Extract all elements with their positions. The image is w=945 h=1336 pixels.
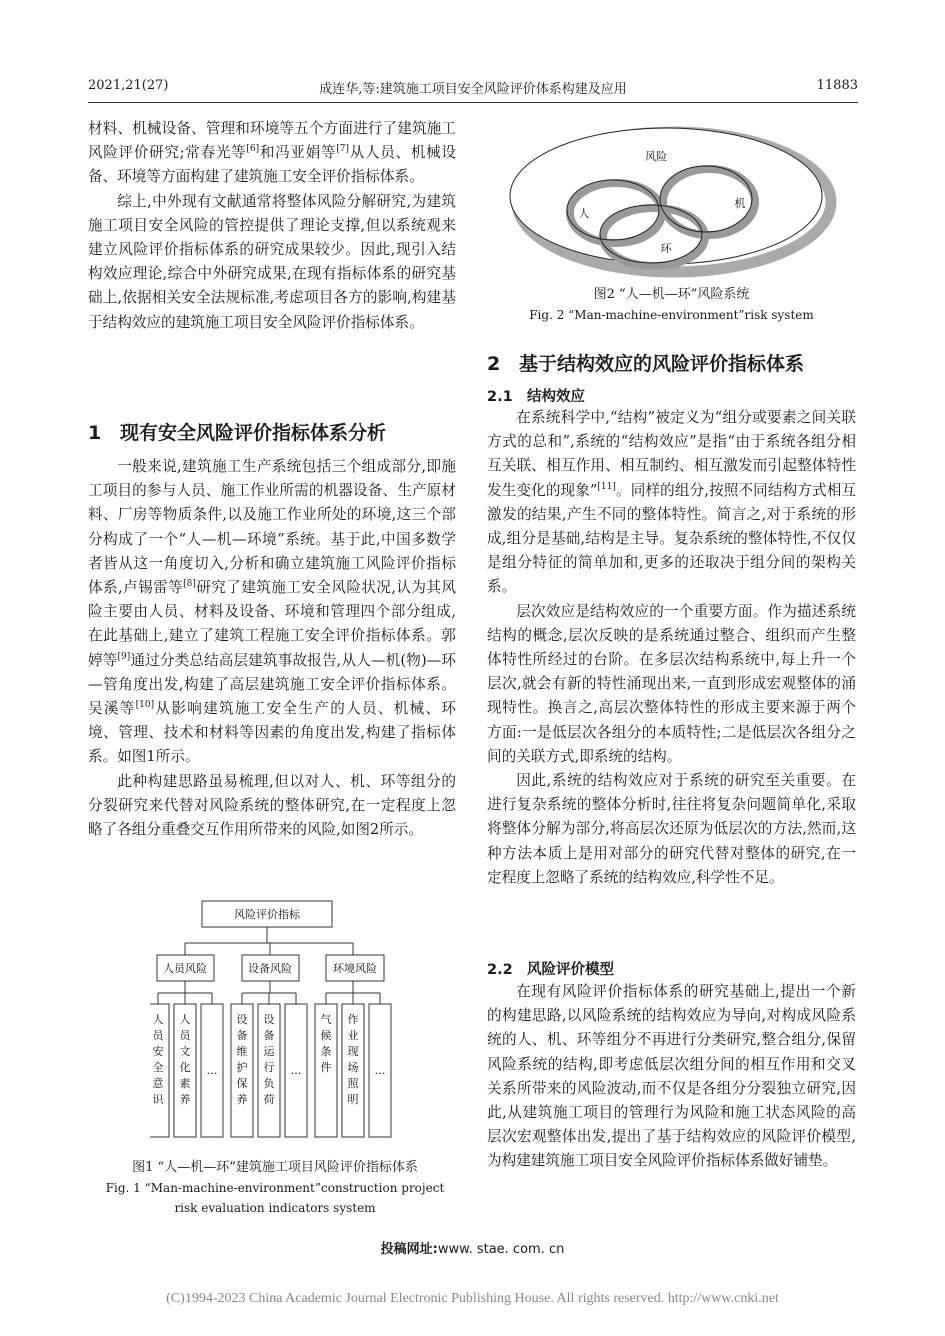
- leaf-labels: [153, 1012, 386, 1106]
- branch-node-label: 环境风险: [333, 962, 377, 975]
- paragraph: 综上,中外现有文献通常将整体风险分解研究,为建筑施工项目安全风险的管控提供了理论支撑,但以系统观来建立风险评价指标体系的研究成果较少。因此,现引入结构效应理论,综合中外研究成果,在现有指标体系的研究基础上,依据相关安全法规标准,考虑项目各方的影响,构建基于结构效应的建筑施工项目安全风险评价指标体系。: [88, 192, 456, 331]
- caption-cn: 图2 “人—机—环”风险系统: [593, 287, 750, 302]
- section-1-heading: 1 现有安全风险评价指标体系分析: [88, 422, 387, 444]
- subsection-2-2-body: [487, 980, 856, 1174]
- leaf-node-label: …: [290, 1064, 302, 1077]
- branch-node-label: 人员风险: [163, 962, 207, 975]
- figure-1-tree-diagram: [150, 896, 400, 1141]
- subsection-2-2-heading: 2.2 风险评价模型: [487, 962, 614, 978]
- leaf-node-label: 设备维护保养: [236, 1013, 248, 1106]
- section-2-heading: 2 基于结构效应的风险评价指标体系: [487, 353, 805, 375]
- figure-1-caption: [100, 1158, 450, 1218]
- paragraph: 一般来说,建筑施工生产系统包括三个组成部分,即施工项目的参与人员、施工作业所需的机器设备、生产原材料、厂房等物质条件,以及施工作业所处的环境,这三个部分构成了一个“人—机—环境”系统。基于此,中国多数学者皆从这一角度切入,分析和确立建筑施工风险评价指标体系,卢锡雷等[8]研究了建筑施工安全风险状况,认为其风险主要由人员、材料及设备、环境和管理四个部分组成,在此基础上,建立了建筑工程施工安全评价指标体系。郭婷等[9]通过分类总结高层建筑事故报告,从人—机(物)—环—管角度出发,构建了高层建筑施工安全评价指标体系。吴溪等[10]从影响建筑施工安全生产的人员、机械、环境、管理、技术和材料等因素的角度出发,构建了指标体系。如图1所示。: [88, 458, 457, 766]
- paragraph: 材料、机械设备、管理和环境等五个方面进行了建筑施工风险评价研究;常春光等[6]和冯亚娟等[7]从人员、机械设备、环境等方面构建了建筑施工安全评价指标体系。: [88, 120, 456, 186]
- machine-label: 机: [734, 197, 746, 210]
- subsection-2-1-body: [487, 406, 856, 890]
- running-header: [88, 78, 858, 100]
- caption-en: risk evaluation indicators system: [174, 1201, 376, 1215]
- citation[interactable]: [8]: [183, 579, 196, 590]
- figure-2-venn-diagram: [508, 120, 838, 285]
- citation[interactable]: [9]: [117, 651, 131, 662]
- figure-2-caption: [487, 285, 856, 325]
- subsection-2-1-heading: 2.1 结构效应: [487, 389, 585, 405]
- header-rule: [88, 102, 858, 103]
- caption-en: Fig. 1 “Man-machine-environment”construction project: [105, 1181, 445, 1195]
- branch-node-label: 设备风险: [248, 962, 292, 975]
- paragraph: 此种构建思路虽易梳理,但以对人、机、环等组分的分裂研究来代替对风险系统的整体研究,在一定程度上忽略了各组分重叠交互作用所带来的风险,如图2所示。: [88, 772, 456, 839]
- citation[interactable]: [11]: [597, 481, 616, 492]
- footer-label: 投稿网址:: [380, 1242, 438, 1257]
- paragraph: 层次效应是结构效应的一个重要方面。作为描述系统结构的概念,层次反映的是系统通过整合、组织而产生整体特性所经过的台阶。在多层次结构系统中,每上升一个层次,就会有新的特性涌现出来,一直到形成宏观整体的涌现特性。换言之,高层次整体特性的形成主要来源于两个方面:一是低层次各组分的本质特性;二是低层次各组分之间的关联方式,即系统的结构。: [487, 602, 856, 765]
- section-1-body: [88, 455, 456, 842]
- risk-label: 风险: [645, 150, 667, 163]
- paragraph: 在现有风险评价指标体系的研究基础上,提出一个新的构建思路,以风险系统的结构效应为导向,对构成风险系统的人、机、环等组分不再进行分类研究,整合组分,保留风险系统的结构,即考虑低层次组分间的相互作用和交叉关系所带来的风险波动,而不仅是各组分分裂独立研究,因此,从建筑施工项目的管理行为风险和施工状态风险的高层次宏观整体出发,提出了基于结构效应的风险评价模型,为构建建筑施工项目安全风险评价指标体系做好铺垫。: [487, 983, 856, 1170]
- copyright-notice: (C)1994-2023 China Academic Journal Electronic Publishing House. All rights reserved. http://www.cnki.net: [166, 1291, 779, 1306]
- leaf-node-label: 设备运行负荷: [263, 1013, 275, 1106]
- leaf-node-label: 人员文化素养: [179, 1013, 191, 1106]
- paragraph: 因此,系统的结构效应对于系统的研究至关重要。在进行复杂系统的整体分析时,往往将复杂问题简单化,采取将整体分解为部分,将高层次还原为低层次的方法,然而,这种方法本质上是用对部分的研究代替对整体的研究,在一定程度上忽略了系统的结构效应,科学性不足。: [487, 772, 856, 886]
- citation[interactable]: [6]: [246, 144, 260, 155]
- leaf-node-label: 作业现场照明: [347, 1013, 359, 1106]
- leaf-node-label: 气候条件: [320, 1013, 332, 1074]
- paragraph: 在系统科学中,“结构”被定义为“组分或要素之间关联方式的总和”,系统的“结构效应”是指“由于系统各组分相互关联、相互作用、相互制约、相互激发而引起整体特性发生变化的现象”[11]。同样的组分,按照不同结构方式相互激发的结果,产生不同的整体特性。简言之,对于系统的形成,组分是基础,结构是主导。复杂系统的整体特性,不仅仅是组分特征的简单加和,更多的还取决于组分间的架构关系。: [487, 409, 856, 596]
- caption-cn: 图1 “人—机—环”建筑施工项目风险评价指标体系: [132, 1160, 418, 1175]
- submission-url[interactable]: www. stae. com. cn: [437, 1242, 565, 1257]
- left-column-intro: [88, 117, 456, 335]
- article-running-title: 成连华,等:建筑施工项目安全风险评价体系构建及应用: [319, 82, 627, 97]
- issue-info: 2021,21(27): [88, 78, 169, 93]
- leaf-node-label: 人员安全意识: [152, 1013, 164, 1106]
- citation[interactable]: [10]: [135, 700, 155, 711]
- page-number: 11883: [816, 78, 858, 93]
- leaf-node-label: …: [206, 1064, 218, 1077]
- environment-label: 环: [660, 242, 672, 255]
- citation[interactable]: [7]: [336, 144, 350, 155]
- leaf-node-label: …: [374, 1064, 386, 1077]
- submission-footer: [0, 1238, 945, 1257]
- caption-en: Fig. 2 “Man-machine-environment”risk system: [529, 308, 814, 322]
- root-node-label: 风险评价指标: [234, 908, 300, 921]
- person-label: 人: [578, 207, 590, 220]
